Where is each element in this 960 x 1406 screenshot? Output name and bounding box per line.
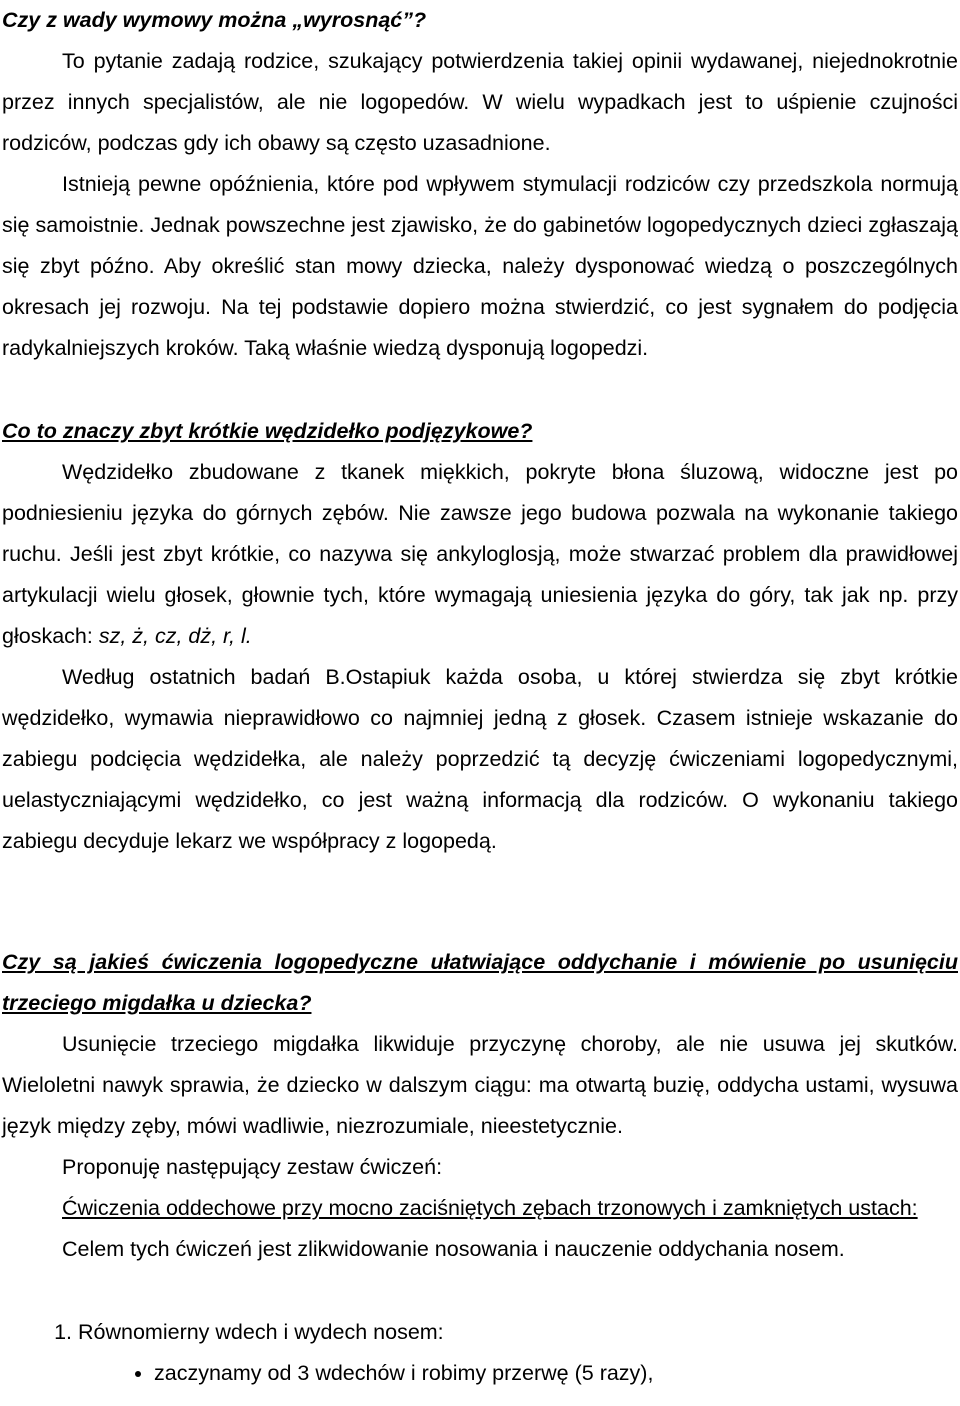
- list-item: 1. Równomierny wdech i wydech nosem:: [78, 1312, 958, 1353]
- section-1-paragraph-2: Istnieją pewne opóźnienia, które pod wpływem stymulacji rodziców czy przedszkola normują się samoistnie. Jednak powszechne jest zjawisko, że do gabinetów logopedycznych dzieci zgłaszają się zbyt późno. Aby określić stan mowy dziecka, należy dysponować wiedzą o poszczególnych okresach jej rozwoju. Na tej podstawie dopiero można stwierdzić, co jest sygnałem do podjęcia radykalniejszych kroków. Taką właśnie wiedzą dysponują logopedzi.: [2, 172, 958, 360]
- spacer: [2, 369, 958, 411]
- section-2-paragraph-1: [2, 452, 958, 657]
- section-2-paragraph-1-text: Wędzidełko zbudowane z tkanek miękkich, pokryte błona śluzową, widoczne jest po podniesieniu języka do górnych zębów. Nie zawsze jego budowa pozwala na wykonanie takiego ruchu. Jeśli jest zbyt krótkie, co nazywa się ankyloglosją, może stwarzać problem dla prawidłowej artykulacji wielu głosek, głownie tych, które wymagają uniesienia języka do góry, tak jak np. przy głoskach:: [2, 460, 958, 648]
- section-2-paragraph-2: Według ostatnich badań B.Ostapiuk każda osoba, u której stwierdza się zbyt krótkie wędzidełko, wymawia nieprawidłowo co najmniej jedną z głosek. Czasem istnieje wskazanie do zabiegu podcięcia wędzidełka, ale należy poprzedzić tą decyzję ćwiczeniami logopedycznymi, uelastyczniającymi wędzidełko, co jest ważną informacją dla rodziców. O wykonaniu takiego zabiegu decyduje lekarz we współpracy z logopedą.: [2, 665, 958, 853]
- exercise-sublist: [2, 1353, 958, 1394]
- section-3-paragraph-goal: Celem tych ćwiczeń jest zlikwidowanie nosowania i nauczenie oddychania nosem.: [62, 1237, 845, 1261]
- section-3-title: Czy są jakieś ćwiczenia logopedyczne ułatwiające oddychanie i mówienie po usunięciu trzeciego migdałka u dziecka?: [2, 950, 958, 1015]
- section-2-title: Co to znaczy zbyt krótkie wędzidełko podjęzykowe?: [2, 419, 533, 443]
- section-3-paragraph-2: Proponuję następujący zestaw ćwiczeń:: [62, 1155, 443, 1179]
- section-3-paragraph-1: Usunięcie trzeciego migdałka likwiduje przyczynę choroby, ale nie usuwa jej skutków. Wieloletni nawyk sprawia, że dziecko w dalszym ciągu: ma otwartą buzię, oddycha ustami, wysuwa język między zęby, mówi wadliwie, niezrozumiale, nieestetycznie.: [2, 1032, 958, 1138]
- section-3-exercise-heading: Ćwiczenia oddechowe przy mocno zaciśniętych zębach trzonowych i zamkniętych ustach:: [62, 1196, 918, 1220]
- section-1-title: Czy z wady wymowy można „wyrosnąć”?: [2, 8, 427, 32]
- exercise-list: [2, 1312, 958, 1353]
- section-1-paragraph-1: To pytanie zadają rodzice, szukający potwierdzenia takiej opinii wydawanej, niejednokrotnie przez innych specjalistów, ale nie logopedów. W wielu wypadkach jest to uśpienie czujności rodziców, podczas gdy ich obawy są często uzasadnione.: [2, 49, 958, 155]
- spacer: [2, 862, 958, 942]
- bullet-item: • zaczynamy od 3 wdechów i robimy przerwę (5 razy),: [154, 1353, 958, 1394]
- spacer: [2, 1270, 958, 1312]
- sounds-list: sz, ż, cz, dż, r, l.: [98, 624, 252, 648]
